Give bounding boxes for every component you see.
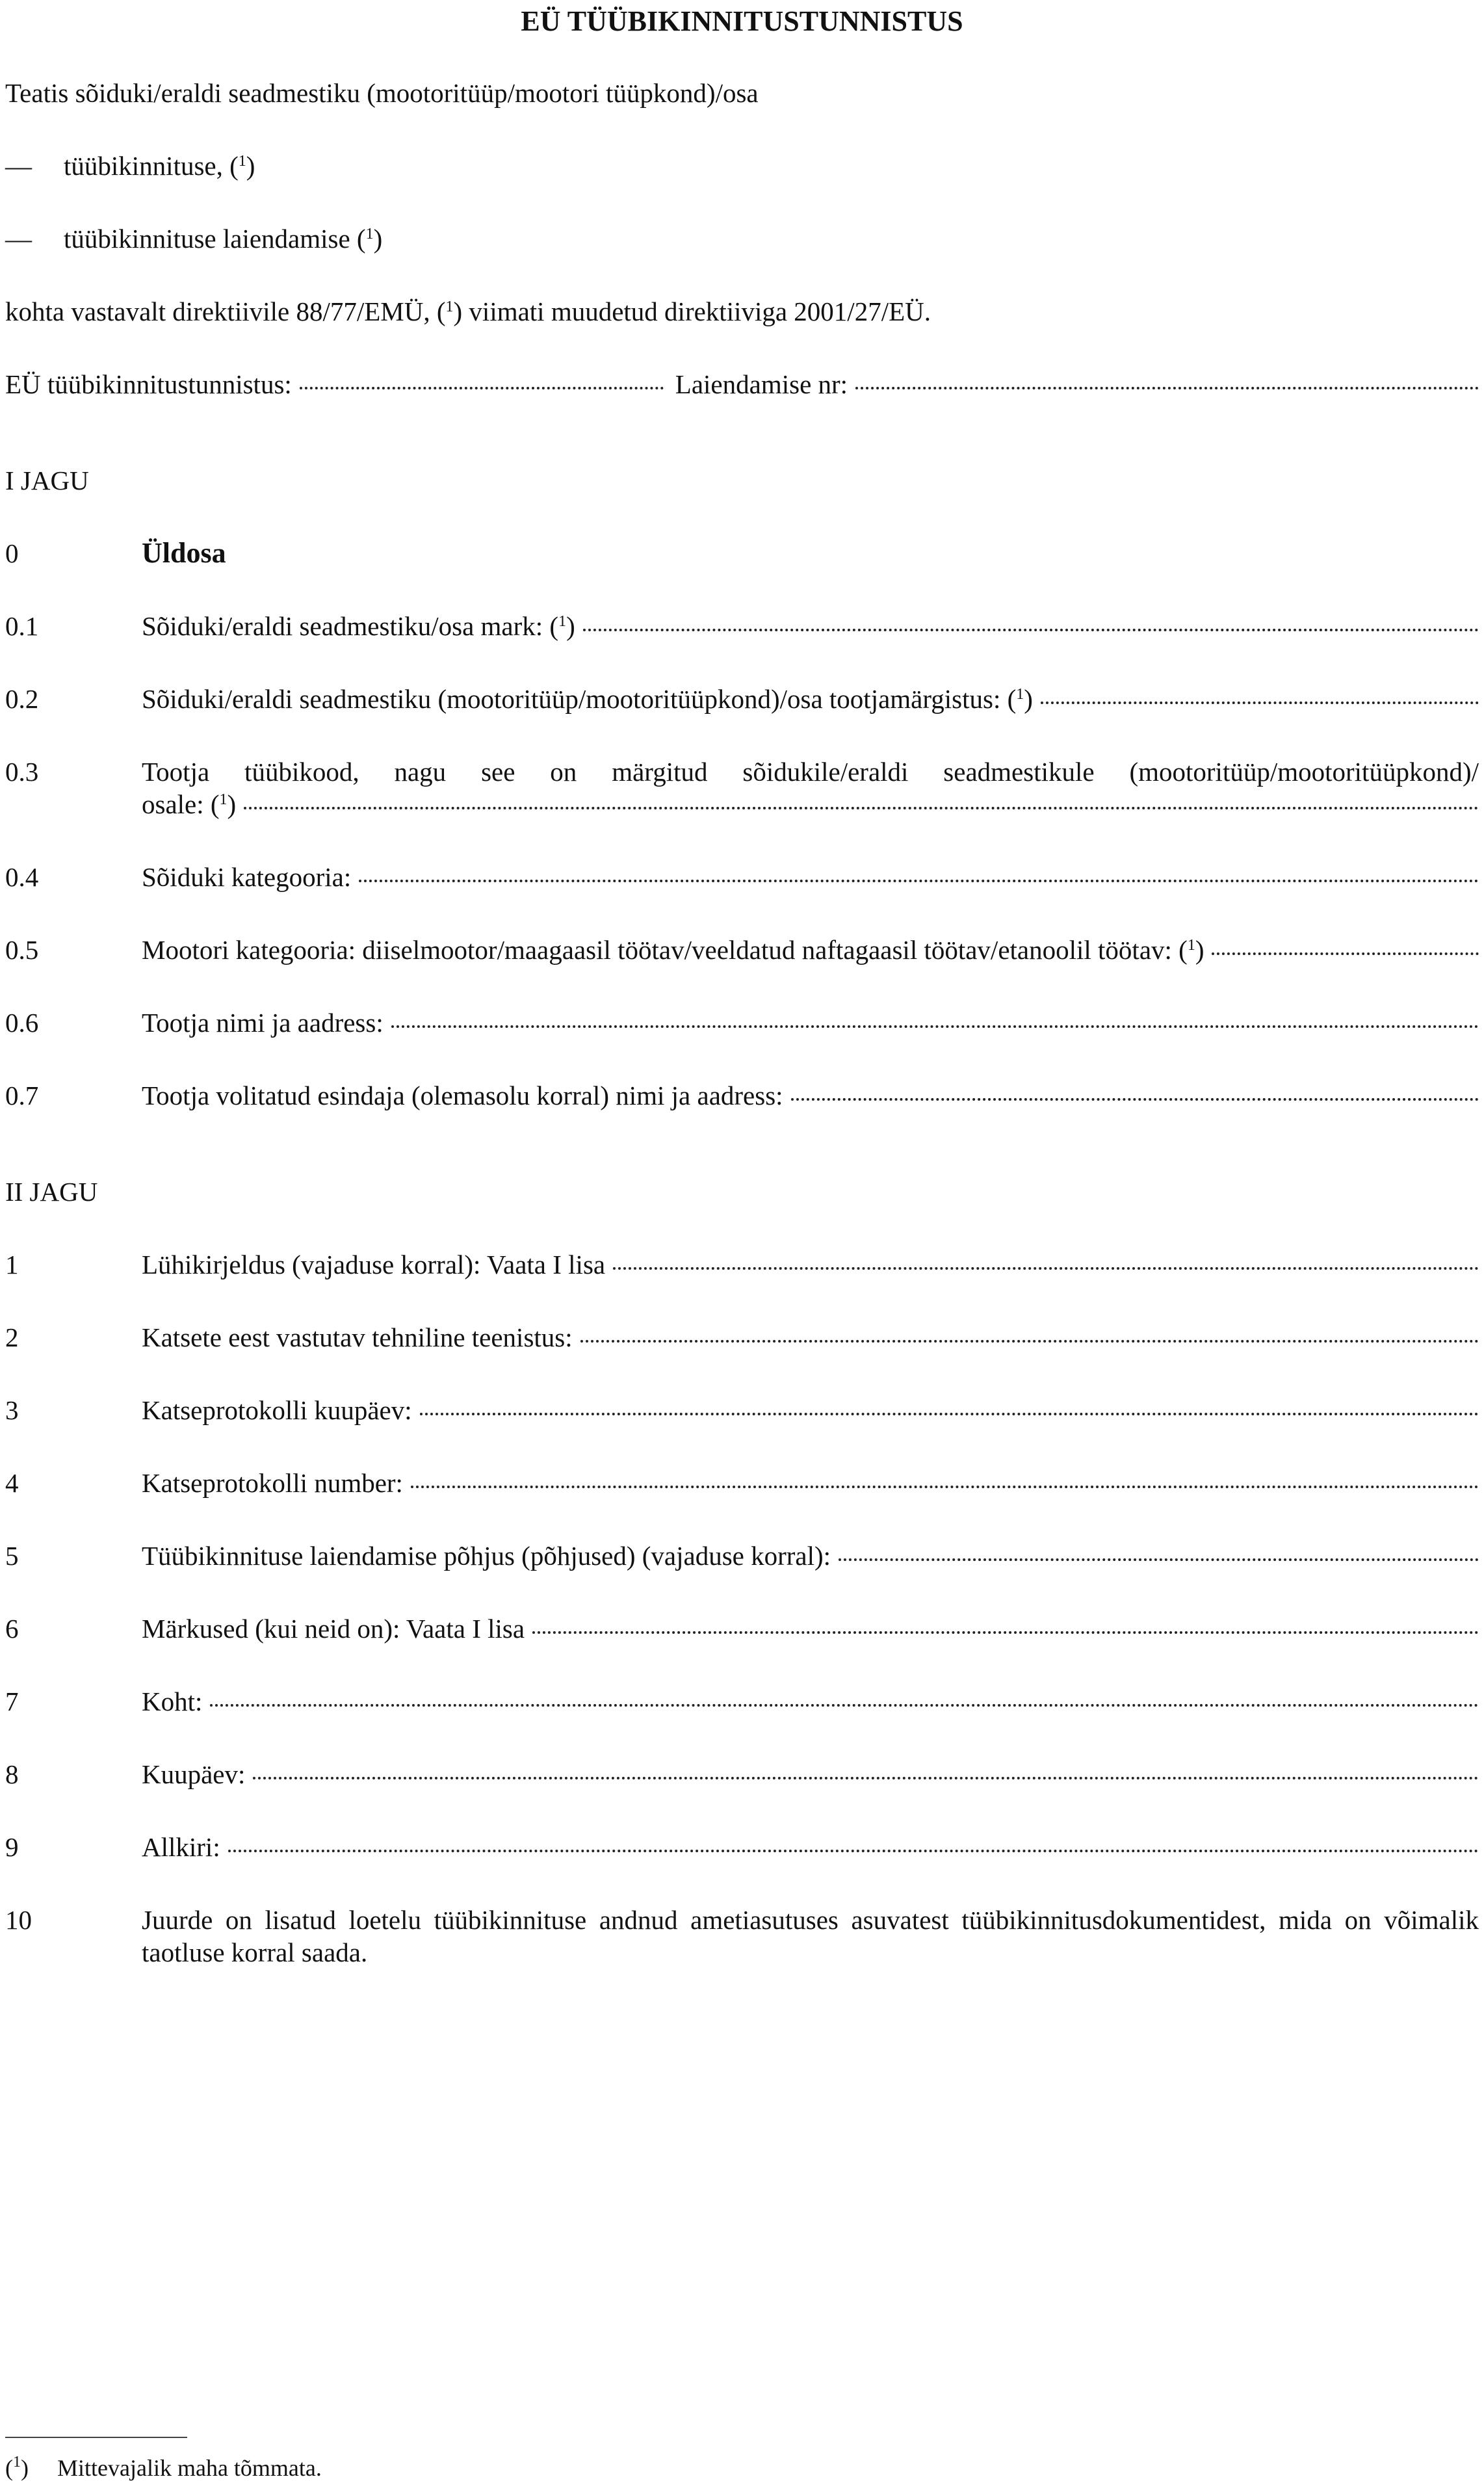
option-label: tüübikinnituse,: [64, 151, 230, 181]
item-number: 0.7: [5, 1081, 39, 1110]
footnote-text: Mittevajalik maha tõmmata.: [57, 2455, 322, 2481]
field-input[interactable]: [210, 1704, 1479, 1707]
section-2-heading: II JAGU: [5, 1177, 98, 1207]
attachments-note: Juurde on lisatud loetelu tüübikinnituse andnud ametiasutuses asuvatest tüübikinnitusdokumentidest, mida on võimalik taotluse korral saada.: [142, 1905, 1479, 1967]
footnote-divider: [5, 2437, 187, 2438]
field-input[interactable]: [1212, 952, 1479, 955]
field-label: Tüübikinnituse laiendamise põhjus (põhjused) (vajaduse korral):: [142, 1541, 831, 1571]
field-input[interactable]: [791, 1098, 1479, 1101]
option-label: tüübikinnituse laiendamise: [64, 224, 357, 254]
field-label: osale: ($^1$): [142, 789, 237, 819]
field-label: Koht:: [142, 1686, 203, 1716]
field-input[interactable]: [253, 1777, 1479, 1779]
directive-text: [5, 295, 931, 328]
certificate-number-field[interactable]: [300, 387, 664, 389]
item-number: 6: [5, 1614, 19, 1644]
item-number: 0: [5, 538, 19, 568]
field-label: Märkused (kui neid on): Vaata I lisa: [142, 1614, 525, 1644]
item-number: 2: [5, 1322, 19, 1352]
item-number: 0.6: [5, 1008, 39, 1038]
field-input[interactable]: [411, 1486, 1479, 1488]
certificate-number-line: [5, 368, 1479, 400]
dash-glyph: —: [5, 224, 32, 254]
item-number: 0.2: [5, 684, 39, 714]
item-number: 4: [5, 1468, 19, 1498]
footnote-marker: ($^1$): [229, 151, 255, 181]
page-title: EÜ TÜÜBIKINNITUSTUNNISTUS: [521, 5, 963, 37]
option-extension: [5, 222, 382, 255]
field-input[interactable]: [583, 629, 1479, 631]
field-input[interactable]: [580, 1340, 1479, 1343]
field-label: Katseprotokolli kuupäev:: [142, 1395, 412, 1425]
field-label: Tootja nimi ja aadress:: [142, 1008, 384, 1038]
footnote: [5, 2454, 322, 2482]
field-input[interactable]: [391, 1025, 1479, 1028]
item-number: 7: [5, 1686, 19, 1716]
certificate-number-label: EÜ tüübikinnitustunnistus:: [5, 369, 292, 399]
field-input[interactable]: [839, 1558, 1479, 1561]
field-label: Sõiduki/eraldi seadmestiku (mootoritüüp/mootoritüüpkond)/osa tootjamärgistus: ($^1$): [142, 684, 1033, 714]
item-number: 10: [5, 1905, 32, 1935]
field-input[interactable]: [532, 1631, 1479, 1634]
footnote-marker: ($^1$): [5, 2454, 29, 2481]
extension-number-label: Laiendamise nr:: [675, 369, 848, 399]
footnote-marker: ($^1$): [356, 224, 383, 254]
intro-text: [5, 77, 759, 109]
field-label-line1: Tootja tüübikood, nagu see on märgitud sõidukile/eraldi seadmestikule (mootoritüüp/mootoritüüpkond)/: [142, 757, 1479, 787]
field-input[interactable]: [244, 807, 1479, 809]
field-label: Allkiri:: [142, 1832, 220, 1862]
field-label: Tootja volitatud esindaja (olemasolu korral) nimi ja aadress:: [142, 1081, 783, 1110]
field-input[interactable]: [420, 1413, 1479, 1415]
item-number: 8: [5, 1759, 19, 1789]
item-number: 5: [5, 1541, 19, 1571]
item-number: 0.1: [5, 611, 39, 641]
field-label: Katsete eest vastutav tehniline teenistus:: [142, 1322, 573, 1352]
item-number: 0.4: [5, 862, 39, 892]
item-number: 1: [5, 1250, 19, 1279]
field-label: Sõiduki/eraldi seadmestiku/osa mark: ($^1$): [142, 611, 575, 641]
field-label: Sõiduki kategooria:: [142, 862, 352, 892]
directive-part-b: viimati muudetud direktiiviga 2001/27/EÜ.: [462, 296, 931, 326]
option-type-approval: [5, 150, 255, 182]
field-label: Lühikirjeldus (vajaduse korral): Vaata I lisa: [142, 1250, 606, 1279]
extension-number-field[interactable]: [855, 387, 1479, 389]
field-label: Kuupäev:: [142, 1759, 246, 1789]
section-1-heading: I JAGU: [5, 466, 89, 495]
directive-part-a: kohta vastavalt direktiivile 88/77/EMÜ,: [5, 296, 437, 326]
field-input[interactable]: [359, 880, 1479, 882]
footnote-marker: ($^1$): [436, 296, 463, 326]
field-label: Katseprotokolli number:: [142, 1468, 403, 1498]
item-number: 0.3: [5, 757, 39, 787]
item-number: 9: [5, 1832, 19, 1862]
general-title: Üldosa: [142, 537, 226, 569]
item-number: 0.5: [5, 935, 39, 965]
dash-glyph: —: [5, 151, 32, 181]
field-input[interactable]: [613, 1267, 1479, 1270]
field-label: Mootori kategooria: diiselmootor/maagaasil töötav/veeldatud naftagaasil töötav/etanoolil töötav: ($^1$): [142, 935, 1204, 965]
item-number: 3: [5, 1395, 19, 1425]
intro-label: Teatis sõiduki/eraldi seadmestiku (mootoritüüp/mootori tüüpkond)/osa: [5, 78, 759, 108]
field-input[interactable]: [228, 1850, 1479, 1852]
field-input[interactable]: [1041, 702, 1479, 704]
